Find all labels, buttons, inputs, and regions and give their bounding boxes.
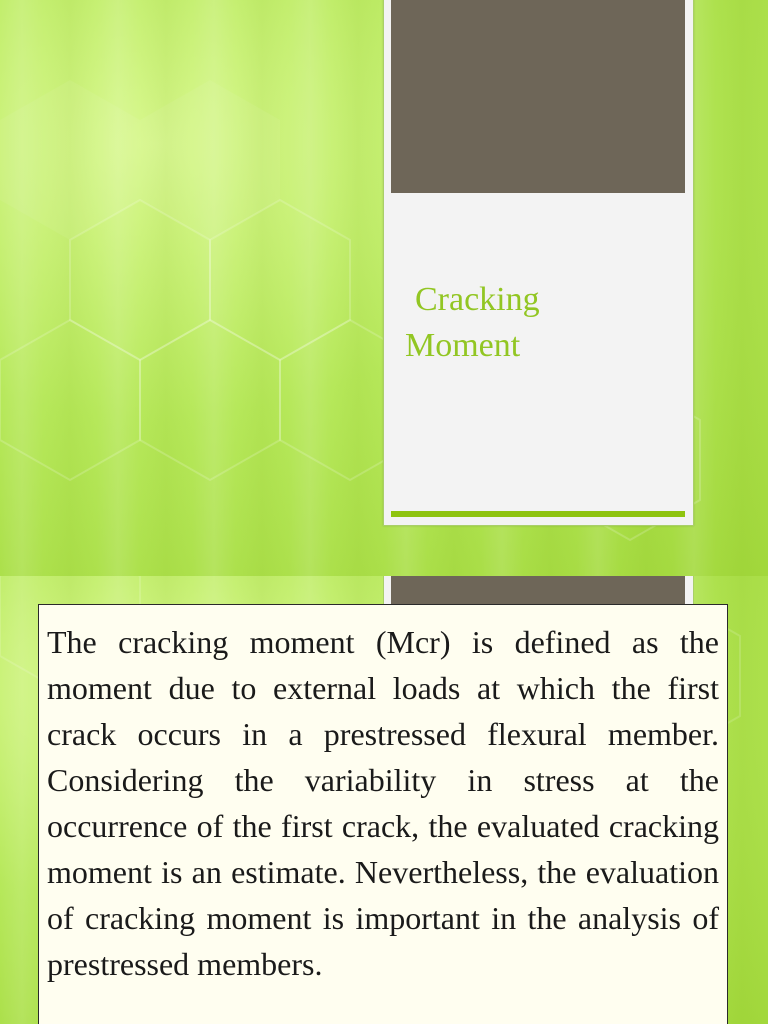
title-card (383, 0, 694, 526)
definition-paragraph: The cracking moment (Mcr) is defined as the moment due to external loads at which the first crack occurs in a prestressed flexural member. Considering the variability in stress at the occurrence of the first crack, the evaluated cracking moment is an estimate. Nevertheless, the evaluation of cracking moment is important in the analysis of prestressed members. (47, 624, 719, 982)
slide-title-line-1: Cracking (415, 281, 540, 318)
title-accent-bar (391, 511, 685, 517)
definition-text-box (38, 604, 728, 1024)
slide-title-line-2: Moment (405, 327, 521, 364)
slide-title (405, 277, 675, 369)
title-card-header-block (391, 0, 685, 193)
content-slide (0, 576, 768, 1024)
